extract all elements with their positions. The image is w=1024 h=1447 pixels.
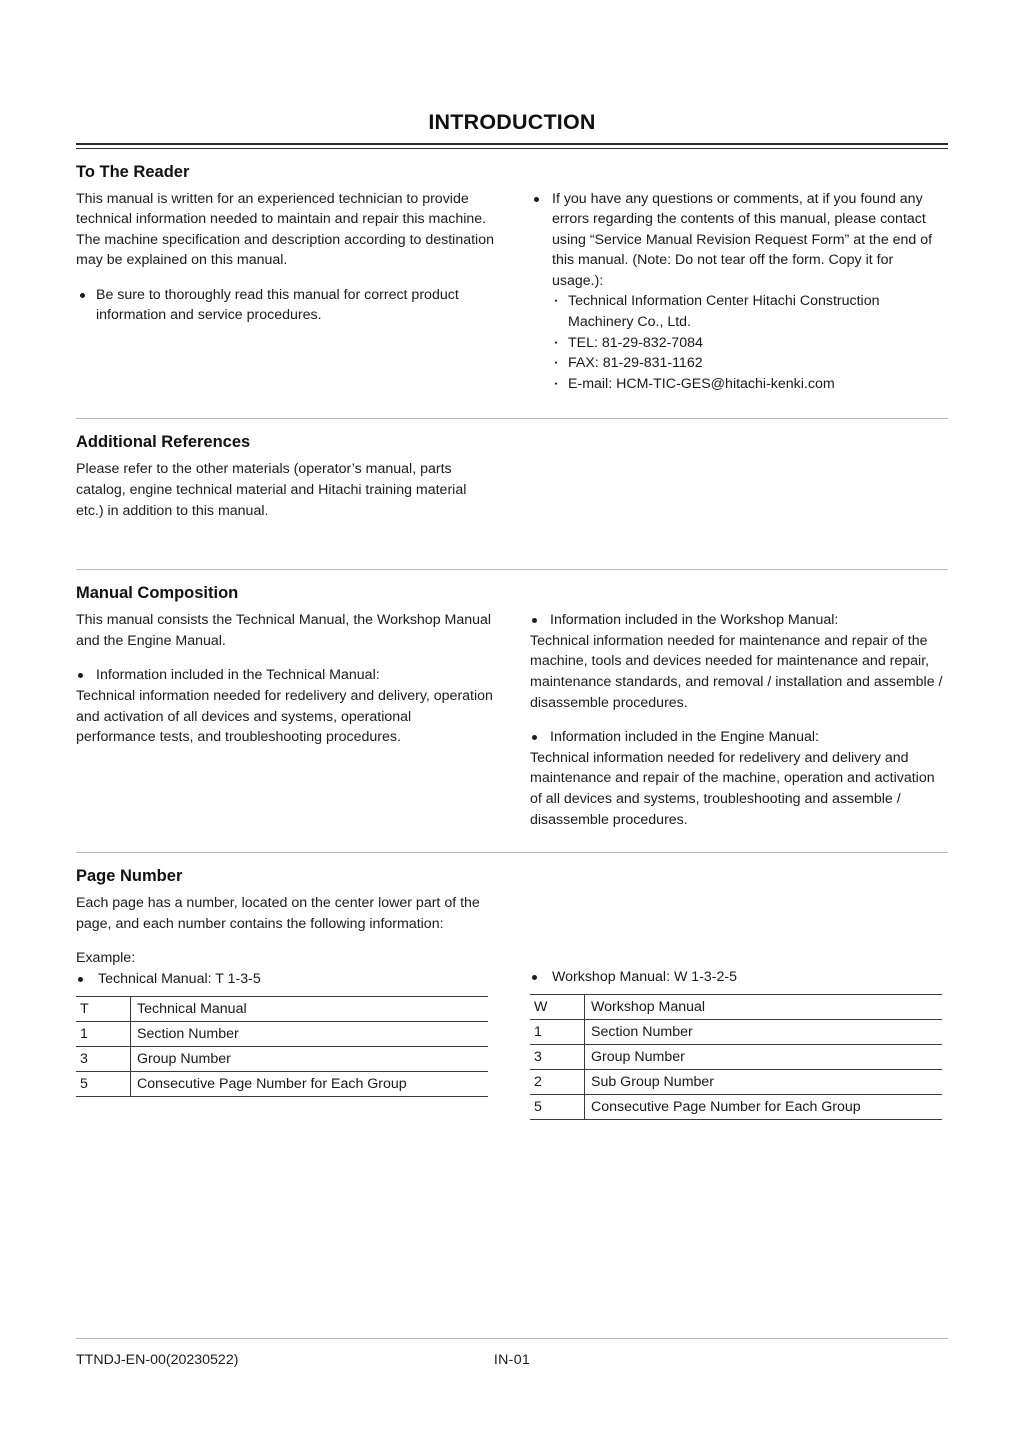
left-column: [76, 459, 494, 521]
list-item: ・ E-mail: HCM-TIC-GES@hitachi-kenki.com: [552, 374, 948, 395]
title-rule-thick: [76, 143, 948, 145]
reader-right-bullet-list: [530, 189, 948, 395]
section-divider-3: [76, 852, 948, 853]
footer-page-number: IN-01: [493, 1352, 531, 1368]
two-column-layout: [76, 459, 948, 521]
legend-key: 1: [76, 1021, 131, 1046]
two-column-layout: [76, 893, 948, 1120]
legend-value: Sub Group Number: [585, 1069, 943, 1094]
legend-value: Group Number: [585, 1044, 943, 1069]
legend-key: 3: [76, 1046, 131, 1071]
right-column: [530, 610, 948, 830]
section-divider-1: [76, 418, 948, 419]
list-item: ・ FAX: 81-29-831-1162: [552, 353, 948, 374]
section-heading-additional-references: Additional References: [76, 433, 251, 452]
table-row: [76, 1046, 488, 1071]
table-row: [530, 1044, 942, 1069]
footer-divider: [76, 1338, 948, 1339]
section-to-the-reader: [76, 163, 948, 395]
table-row: [530, 1069, 942, 1094]
composition-engine-bullet-head: Information included in the Engine Manual:: [530, 727, 948, 748]
list-item: [530, 189, 948, 395]
legend-key: 5: [76, 1071, 131, 1096]
right-column: [530, 459, 948, 521]
list-item: ・ TEL: 81-29-832-7084: [552, 333, 948, 354]
two-column-layout: [76, 189, 948, 395]
table-row: [76, 1071, 488, 1096]
left-column: [76, 893, 494, 1120]
legend-key: 3: [530, 1044, 585, 1069]
reader-paragraph-1: This manual is written for an experienced technician to provide technical information needed to maintain and repair this machine.: [76, 190, 487, 228]
legend-key: W: [530, 994, 585, 1019]
right-column: [530, 189, 948, 395]
legend-value: Workshop Manual: [585, 994, 943, 1019]
technical-manual-legend-table: [76, 996, 488, 1097]
composition-workshop-bullet-body: Technical information needed for maintenance and repair of the machine, tools and devices needed for maintenance and repair, maintenance standards, and removal / installation and assemble / disassemble procedures.: [530, 632, 943, 711]
table-row: [76, 996, 488, 1021]
section-heading-to-the-reader: To The Reader: [76, 162, 190, 181]
left-column: [76, 610, 494, 830]
composition-paragraph-1: This manual consists the Technical Manual, the Workshop Manual and the Engine Manual.: [76, 612, 492, 649]
section-heading-page-number: Page Number: [76, 867, 183, 886]
section-additional-references: [76, 433, 948, 521]
legend-value: Section Number: [585, 1019, 943, 1044]
legend-value: Consecutive Page Number for Each Group: [131, 1071, 489, 1096]
section-divider-2: [76, 569, 948, 570]
left-column: [76, 189, 494, 395]
reader-contact-sublist: [552, 291, 948, 394]
additional-references-paragraph: Please refer to the other materials (operator’s manual, parts catalog, engine technical material and Hitachi training material etc.) in addition to this manual.: [76, 461, 467, 519]
reader-contact-intro: If you have any questions or comments, at if you found any errors regarding the contents of this manual, please contact using “Service Manual Revision Request Form” at the end of this manual. (Note: Do not tear off the form. Copy it for usage.):: [552, 190, 933, 289]
legend-key: 2: [530, 1069, 585, 1094]
footer-doc-code: TTNDJ-EN-00(20230522): [76, 1352, 239, 1368]
composition-technical-bullet-head: Information included in the Technical Manual:: [76, 665, 494, 686]
example-label: Example:: [76, 950, 136, 967]
two-column-layout: [76, 610, 948, 830]
technical-manual-example: Technical Manual: T 1-3-5: [76, 969, 494, 990]
legend-value: Consecutive Page Number for Each Group: [585, 1094, 943, 1119]
legend-value: Group Number: [131, 1046, 489, 1071]
list-item: Be sure to thoroughly read this manual for correct product information and service procedures.: [76, 285, 494, 326]
section-heading-manual-composition: Manual Composition: [76, 584, 239, 603]
list-item: ・ Technical Information Center Hitachi Construction Machinery Co., Ltd.: [552, 291, 948, 332]
section-manual-composition: [76, 584, 948, 830]
table-row: [76, 1021, 488, 1046]
legend-key: T: [76, 996, 131, 1021]
table-row: [530, 1019, 942, 1044]
legend-key: 1: [530, 1019, 585, 1044]
composition-technical-bullet-body: Technical information needed for redelivery and delivery, operation and activation of all devices and systems, operational performance tests, and troubleshooting procedures.: [76, 688, 493, 746]
composition-engine-bullet-body: Technical information needed for redelivery and delivery and maintenance and repair of the machine, operation and activation of all devices and systems, troubleshooting and assemble / disassemble procedures.: [530, 749, 935, 828]
legend-value: Section Number: [131, 1021, 489, 1046]
composition-workshop-bullet-head: Information included in the Workshop Manual:: [530, 610, 948, 631]
legend-value: Technical Manual: [131, 996, 489, 1021]
title-rule-thin: [76, 148, 948, 149]
page-content: [76, 110, 948, 1120]
right-column: [530, 893, 948, 1120]
table-row: [530, 1094, 942, 1119]
reader-left-bullet-list: [76, 285, 494, 326]
page-title: INTRODUCTION: [428, 110, 596, 134]
section-page-number: [76, 867, 948, 1120]
workshop-manual-legend-table: [530, 994, 942, 1120]
reader-paragraph-2: The machine specification and description according to destination may be explained on this manual.: [76, 231, 494, 269]
workshop-manual-example: Workshop Manual: W 1-3-2-5: [530, 967, 948, 988]
table-row: [530, 994, 942, 1019]
page-number-paragraph: Each page has a number, located on the center lower part of the page, and each number contains the following information:: [76, 895, 480, 932]
legend-key: 5: [530, 1094, 585, 1119]
